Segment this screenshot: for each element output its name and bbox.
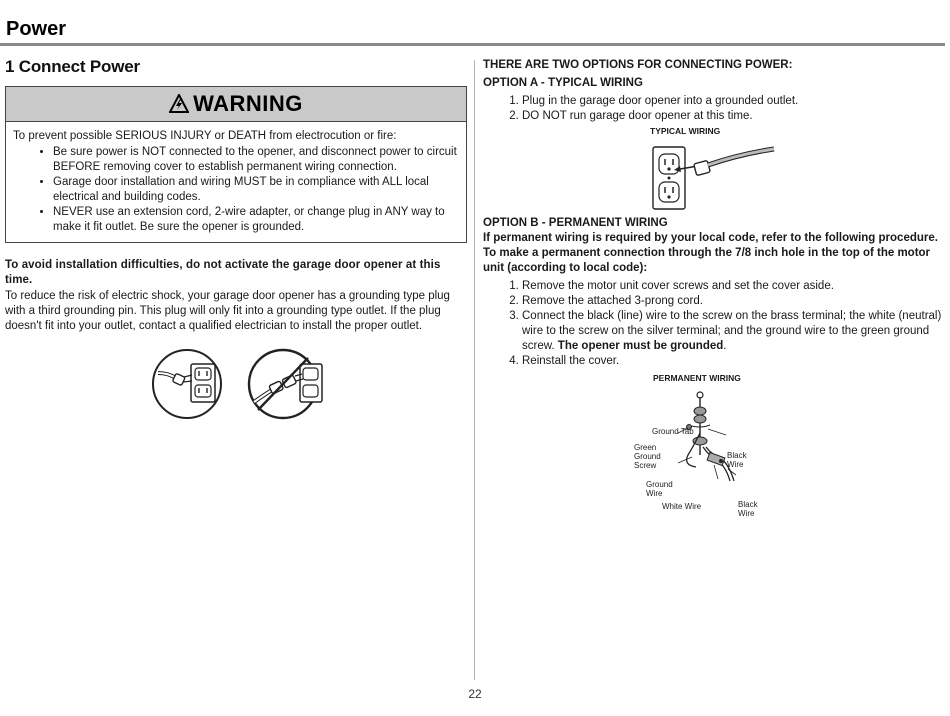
- warning-box: [5, 86, 467, 243]
- outlet-plug-icon: [650, 144, 780, 214]
- black-wire-top-label-1: Black: [727, 451, 747, 460]
- correct-plug-icon: [153, 350, 221, 418]
- white-wire-label: White Wire: [662, 502, 702, 511]
- permanent-wiring-figure: [634, 385, 788, 518]
- ground-tab-label: Ground Tab: [652, 427, 694, 436]
- grounded-plug-illustration: [150, 347, 325, 425]
- plug-illustrations: [150, 347, 325, 425]
- step3-text: Connect the black (line) wire to the screw on the brass terminal; the white (neutral) wire to the screw on the silver terminal; and the ground wire to the green ground screw.: [522, 310, 942, 352]
- grounding-paragraph: To reduce the risk of electric shock, your garage door opener has a grounding type plug with a third grounding pin. This plug will only fit into a grounding type outlet. If the plug doesn't fit into your outlet, contact a qualified electrician to install the proper outlet.: [5, 290, 450, 332]
- title-rule: [0, 43, 945, 46]
- option-a-step: 1. Plug in the garage door opener into a grounded outlet.: [522, 94, 945, 109]
- warning-bullet-list: [13, 145, 458, 235]
- warning-header: [6, 87, 466, 122]
- option-a-steps: [483, 94, 945, 124]
- left-column: [5, 57, 467, 334]
- option-b-step: 4. Reinstall the cover.: [522, 354, 945, 369]
- green-ground-screw-label-3: Screw: [634, 461, 657, 470]
- step3-end: .: [723, 340, 727, 352]
- wiring-diagram-icon: [648, 385, 788, 495]
- page-title: Power: [6, 18, 67, 40]
- option-b-step: [522, 309, 945, 354]
- black-wire-top-label-2: Wire: [727, 460, 744, 469]
- ground-wire-label-2: Wire: [646, 489, 663, 498]
- step3-bold: The opener must be grounded: [557, 340, 724, 352]
- warning-bullet: • Garage door installation and wiring MUST be in compliance with ALL local electrical and building codes.: [53, 175, 458, 205]
- warning-title: WARNING: [193, 91, 303, 116]
- permanent-wiring-caption: PERMANENT WIRING: [653, 373, 741, 383]
- electric-shock-warning-icon: [169, 94, 189, 114]
- typical-wiring-caption: TYPICAL WIRING: [650, 126, 721, 136]
- ground-wire-label-1: Ground: [646, 480, 673, 489]
- option-b-steps: [483, 279, 945, 369]
- prohibited-adapter-icon: [249, 350, 322, 418]
- warning-body: [6, 122, 466, 242]
- caution-note: To avoid installation difficulties, do not activate the garage door opener at this time.: [5, 259, 441, 286]
- green-ground-screw-label-2: Ground: [634, 452, 661, 461]
- options-heading: THERE ARE TWO OPTIONS FOR CONNECTING POWER:: [483, 59, 793, 71]
- green-ground-screw-label-1: Green: [634, 443, 657, 452]
- right-column: [483, 58, 945, 518]
- typical-wiring-figure: [650, 144, 780, 214]
- page-number: 22: [468, 687, 482, 701]
- black-wire-bottom-label-2: Wire: [738, 509, 755, 518]
- option-b-intro: If permanent wiring is required by your local code, refer to the following procedure. To make a permanent connection through the 7/8 inch hole in the top of the motor unit (according to local code):: [483, 232, 938, 274]
- option-b-step: 2. Remove the attached 3-prong cord.: [522, 294, 945, 309]
- warning-bullet: • Be sure power is NOT connected to the opener, and disconnect power to circuit BEFORE removing cover to establish permanent wiring connection.: [53, 145, 458, 175]
- option-b-heading: OPTION B - PERMANENT WIRING: [483, 217, 668, 229]
- column-divider: [474, 60, 475, 680]
- black-wire-bottom-label-1: Black: [738, 500, 758, 509]
- option-a-heading: OPTION A - TYPICAL WIRING: [483, 77, 643, 89]
- warning-intro: To prevent possible SERIOUS INJURY or DEATH from electrocution or fire:: [13, 130, 397, 142]
- option-b-section: [483, 216, 945, 369]
- section-heading: 1 Connect Power: [5, 57, 140, 76]
- option-b-step: 1. Remove the motor unit cover screws and set the cover aside.: [522, 279, 945, 294]
- warning-bullet: • NEVER use an extension cord, 2-wire adapter, or change plug in ANY way to make it fit outlet. Be sure the opener is grounded.: [53, 205, 458, 235]
- option-a-step: 2. DO NOT run garage door opener at this time.: [522, 109, 945, 124]
